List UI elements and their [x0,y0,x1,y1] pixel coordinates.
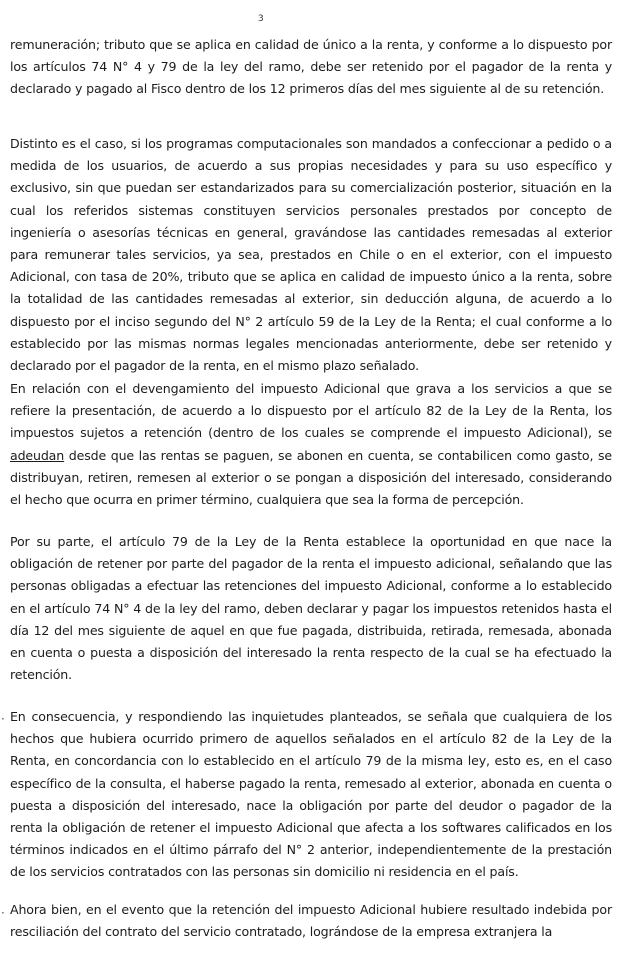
paragraph-5: En consecuencia, y respondiendo las inquietudes planteados, se señala que cualquiera de los hechos que hubiera ocurrido primero de aquellos señalados en el artículo 82 de la Ley de la Renta, en concordancia con lo establecido en el artículo 79 de la misma ley, esto es, en el caso específico de la consulta, el haberse pagado la renta, remesado al exterior, abonada en cuenta o puesta a disposición del interesado, nace la obligación por parte del deudor o pagador de la renta la obligación de retener el impuesto Adicional que afecta a los softwares calificados en los términos indicados en el último párrafo del N° 2 anterior, independientemente de la prestación de los servicios contratados con las personas sin domicilio ni residencia en el país. [10,709,612,880]
underlined-word: adeudan [10,447,65,463]
page-number: 3 [258,14,264,24]
paragraph-1: remuneración; tributo que se aplica en calidad de único a la renta, y conforme a lo dispuesto por los artículos 74 N° 4 y 79 de la ley del ramo, debe ser retenido por el pagador de la renta y declarado y pagado al Fisco dentro de los 12 primeros días del mes siguiente al de su retención. [10,37,612,97]
paragraph-3 [10,378,612,511]
paragraph-3-text-before: En relación con el devengamiento del impuesto Adicional que grava a los servicios a que se refiere la presentación, de acuerdo a lo dispuesto por el artículo 82 de la Ley de la Renta, los impuestos sujetos a retención (dentro de los cuales se comprende el impuesto Adicional), se [10,381,612,441]
paragraph-3-text-after: desde que las rentas se paguen, se abonen en cuenta, se contabilicen como gasto, se distribuyan, retiren, remesen al exterior o se pongan a disposición del interesado, considerando el hecho que ocurra en primer término, cualquiera que sea la forma de percepción. [10,447,612,508]
margin-mark: · [1,712,5,726]
paragraph-4: Por su parte, el artículo 79 de la Ley de la Renta establece la oportunidad en que nace la obligación de retener por parte del pagador de la renta el impuesto adicional, señalando que las personas obligadas a efectuar las retenciones del impuesto Adicional, conforme a lo establecido en el artículo 74 N° 4 de la ley del ramo, deben declarar y pagar los impuestos retenidos hasta el día 12 del mes siguiente de aquel en que fue pagada, distribuida, retirada, remesada, abonada en cuenta o puesta a disposición del interesado la renta respecto de la cual se ha efectuado la retención. [10,534,612,683]
paragraph-2: Distinto es el caso, si los programas computacionales son mandados a confeccionar a pedido o a medida de los usuarios, de acuerdo a sus propias necesidades y para su uso específico y exclusivo, sin que puedan ser estandarizados para su comercialización posterior, situación en la cual los referidos sistemas constituyen servicios personales prestados por concepto de ingeniería o asesorías técnicas en general, gravándose las cantidades remesadas al exterior para remunerar tales servicios, ya sea, prestados en Chile o en el exterior, con el impuesto Adicional, con tasa de 20%, tributo que se aplica en calidad de impuesto único a la renta, sobre la totalidad de las cantidades remesadas al exterior, sin deducción alguna, de acuerdo a lo dispuesto por el inciso segundo del N° 2 artículo 59 de la Ley de la Renta; el cual conforme a lo establecido por las mismas normas legales mencionadas anteriormente, debe ser retenido y declarado por el pagador de la renta, en el mismo plazo señalado. [10,136,612,374]
paragraph-6: Ahora bien, en el evento que la retención del impuesto Adicional hubiere resultado indebida por resciliación del contrato del servicio contratado, lográndose de la empresa extranjera la [10,902,612,940]
margin-mark: · [1,906,5,920]
